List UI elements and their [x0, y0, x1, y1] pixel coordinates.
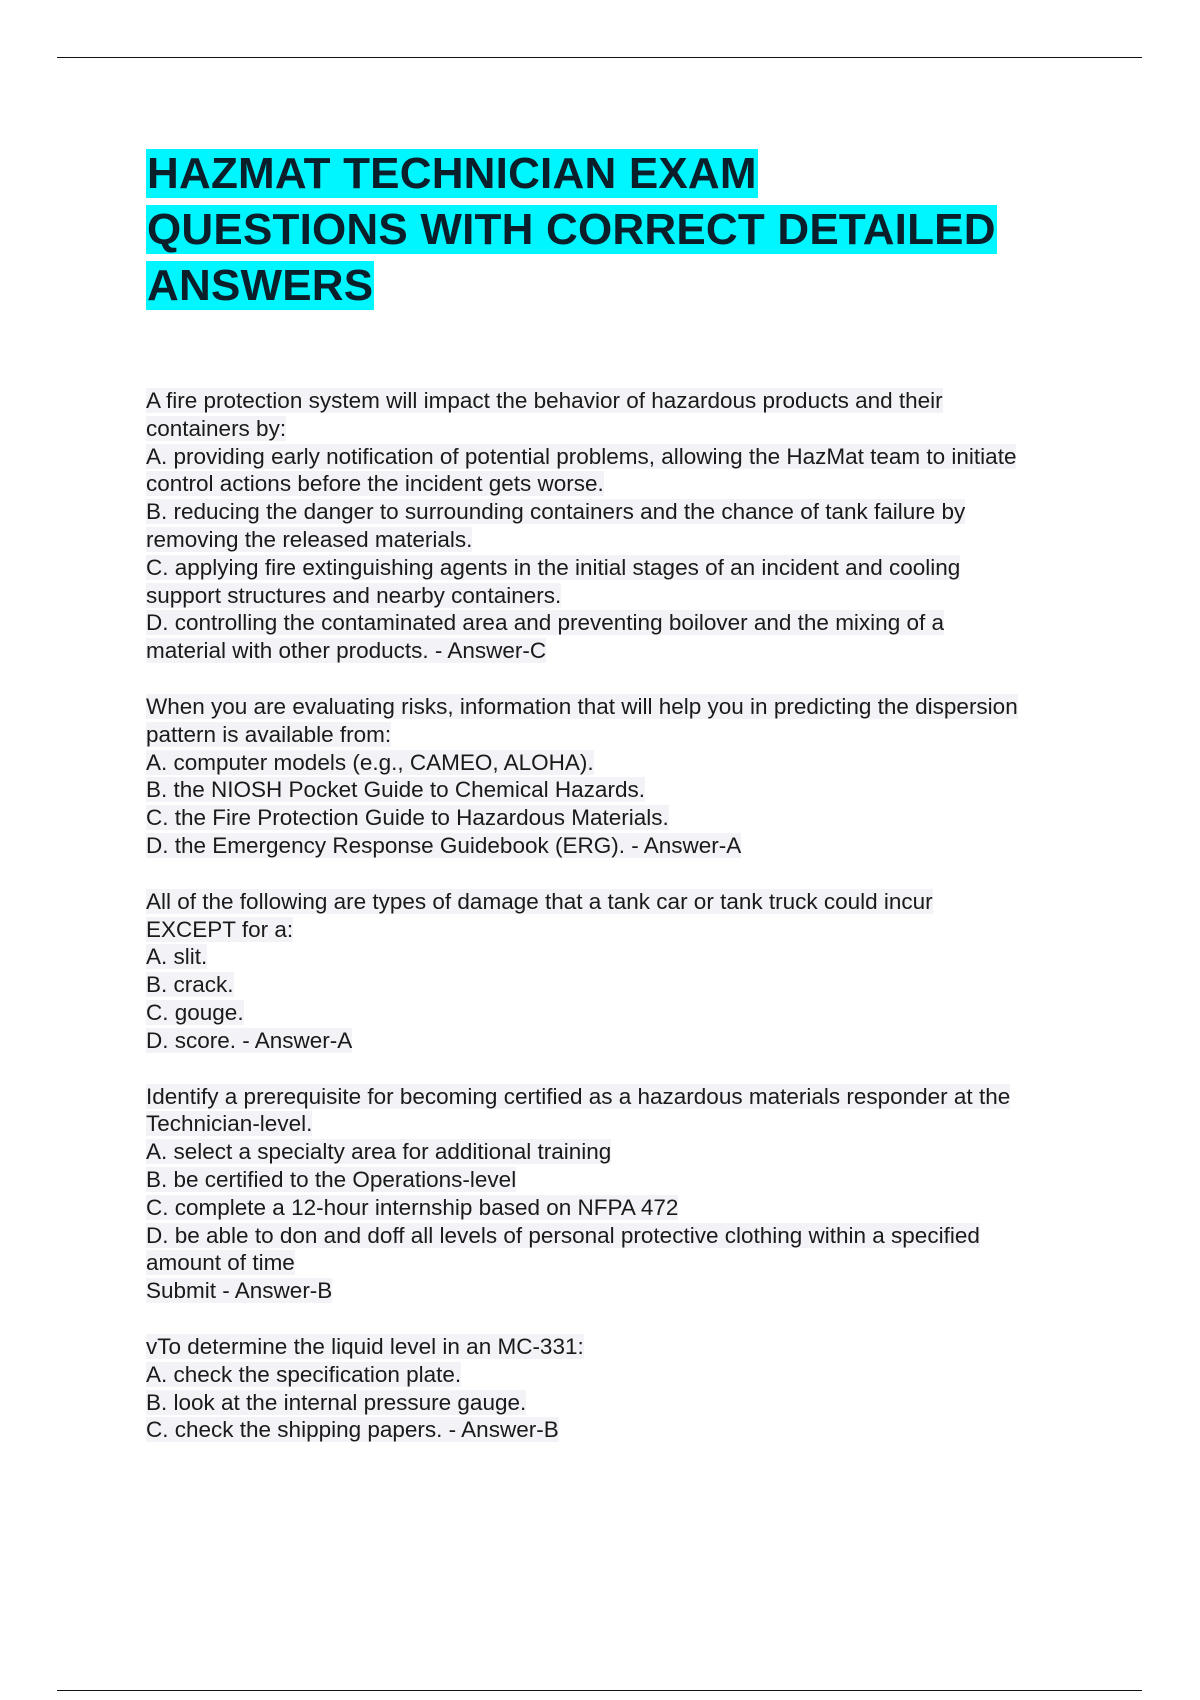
answer-line: C. check the shipping papers. - Answer-B — [146, 1417, 559, 1443]
question-line: EXCEPT for a: — [146, 916, 294, 942]
footer-rule — [57, 1690, 1142, 1691]
option-line: A. select a specialty area for additional training — [146, 1139, 612, 1165]
title-line: HAZMAT TECHNICIAN EXAM — [147, 149, 757, 198]
question-block — [146, 693, 1106, 860]
question-line: pattern is available from: — [146, 721, 392, 747]
answer-line: material with other products. - Answer-C — [146, 638, 547, 664]
option-line: A. computer models (e.g., CAMEO, ALOHA). — [146, 749, 594, 775]
answer-line: Submit - Answer-B — [146, 1278, 333, 1304]
question-line: Identify a prerequisite for becoming certified as a hazardous materials responder at the — [146, 1083, 1011, 1109]
question-line: All of the following are types of damage that a tank car or tank truck could incur — [146, 888, 933, 914]
option-line: B. reducing the danger to surrounding containers and the chance of tank failure by — [146, 499, 966, 525]
question-line: A fire protection system will impact the behavior of hazardous products and their — [146, 388, 943, 413]
header-rule — [57, 57, 1142, 58]
answer-line: D. the Emergency Response Guidebook (ERG). - Answer-A — [146, 832, 742, 858]
question-block — [146, 1333, 1106, 1444]
question-list — [146, 387, 1106, 1444]
option-line: A. check the specification plate. — [146, 1361, 462, 1387]
question-line: Technician-level. — [146, 1111, 313, 1137]
option-line: C. applying fire extinguishing agents in the initial stages of an incident and cooling — [146, 554, 961, 580]
option-line: removing the released materials. — [146, 526, 473, 552]
option-line: A. slit. — [146, 944, 208, 970]
option-line: D. controlling the contaminated area and preventing boilover and the mixing of a — [146, 610, 944, 636]
title-line: ANSWERS — [147, 261, 374, 310]
question-block — [146, 888, 1106, 1055]
option-line: B. the NIOSH Pocket Guide to Chemical Hazards. — [146, 777, 645, 803]
document-title — [146, 146, 1106, 314]
document-body — [146, 146, 1106, 1472]
option-line: B. be certified to the Operations-level — [146, 1166, 517, 1192]
question-line: containers by: — [146, 415, 287, 441]
question-line: vTo determine the liquid level in an MC-331: — [146, 1333, 584, 1359]
option-line: support structures and nearby containers. — [146, 582, 562, 608]
option-line: A. providing early notification of potential problems, allowing the HazMat team to initiate — [146, 443, 1017, 469]
option-line: control actions before the incident gets worse. — [146, 471, 604, 497]
option-line: C. complete a 12-hour internship based on NFPA 472 — [146, 1194, 679, 1220]
question-block — [146, 1083, 1106, 1305]
question-line: When you are evaluating risks, information that will help you in predicting the dispersion — [146, 693, 1018, 719]
option-line: D. be able to don and doff all levels of personal protective clothing within a specified — [146, 1222, 980, 1248]
option-line: amount of time — [146, 1250, 295, 1276]
question-block — [146, 387, 1106, 665]
answer-line: D. score. - Answer-A — [146, 1027, 353, 1053]
option-line: B. crack. — [146, 972, 234, 998]
option-line: B. look at the internal pressure gauge. — [146, 1389, 527, 1415]
option-line: C. the Fire Protection Guide to Hazardous Materials. — [146, 805, 669, 831]
title-line: QUESTIONS WITH CORRECT DETAILED — [147, 205, 996, 254]
option-line: C. gouge. — [146, 999, 244, 1025]
